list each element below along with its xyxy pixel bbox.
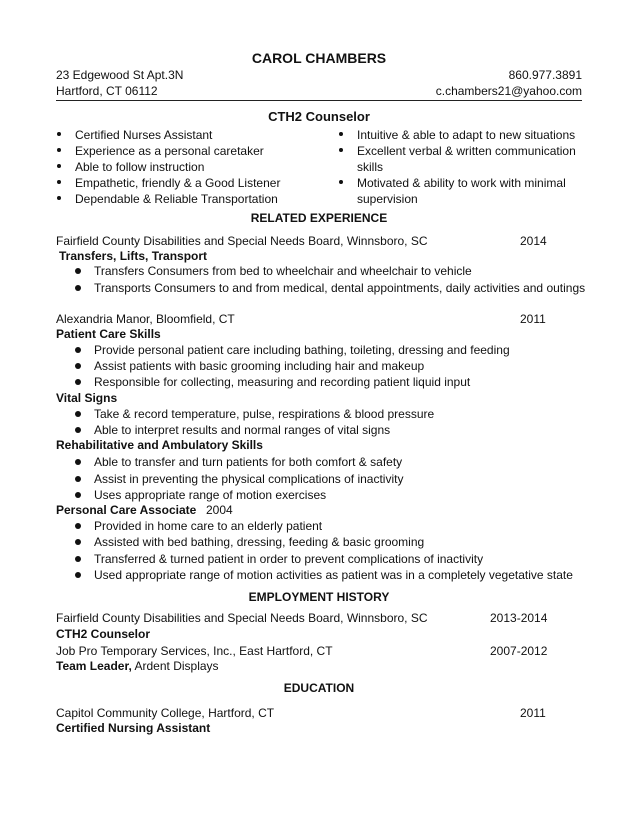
employment-employer: Job Pro Temporary Services, Inc., East Hartford, CT xyxy=(56,644,333,658)
job-duty: Provide personal patient care including bathing, toileting, dressing and feeding xyxy=(94,343,510,357)
skill-item: Motivated & ability to work with minimal xyxy=(357,176,566,190)
job-duty: Able to transfer and turn patients for both comfort & safety xyxy=(94,455,403,469)
employment-years: 2013-2014 xyxy=(490,611,548,625)
bullet-icon xyxy=(75,379,81,385)
job-year: 2004 xyxy=(206,503,233,517)
bullet-icon xyxy=(57,196,61,200)
bullet-icon xyxy=(75,539,81,545)
skill-item: Empathetic, friendly & a Good Listener xyxy=(75,176,281,190)
skill-item: Dependable & Reliable Transportation xyxy=(75,192,278,206)
bullet-icon xyxy=(75,523,81,529)
employment-title xyxy=(56,658,219,674)
objective-title: CTH2 Counselor xyxy=(268,109,370,124)
employment-history-heading: EMPLOYMENT HISTORY xyxy=(248,590,390,604)
job-duty: Take & record temperature, pulse, respirations & blood pressure xyxy=(94,407,435,421)
bullet-icon xyxy=(57,132,61,136)
skill-section-title: Patient Care Skills xyxy=(56,327,161,341)
bullet-icon xyxy=(75,347,81,353)
skill-section-title: Vital Signs xyxy=(56,391,118,405)
address-line-1: 23 Edgewood St Apt.3N xyxy=(56,68,184,82)
skill-item-continued: skills xyxy=(357,160,383,174)
job-duty: Responsible for collecting, measuring and recording patient liquid input xyxy=(94,375,471,389)
bullet-icon xyxy=(75,459,81,465)
bullet-icon xyxy=(75,492,81,498)
bullet-icon xyxy=(75,476,81,482)
address-line-2: Hartford, CT 06112 xyxy=(56,84,158,98)
bullet-icon xyxy=(75,556,81,562)
bullet-icon xyxy=(75,572,81,578)
employment-title-bold: Team Leader, xyxy=(56,659,132,673)
job-duty: Provided in home care to an elderly patient xyxy=(94,519,323,533)
candidate-name: CAROL CHAMBERS xyxy=(251,50,387,66)
job-duty: Transports Consumers to and from medical, dental appointments, daily activities and outings xyxy=(94,281,586,295)
education-heading: EDUCATION xyxy=(283,681,355,695)
bullet-icon xyxy=(57,164,61,168)
job-year: 2011 xyxy=(520,312,546,326)
skill-item: Able to follow instruction xyxy=(75,160,205,174)
bullet-icon xyxy=(57,148,61,152)
skill-item: Intuitive & able to adapt to new situations xyxy=(357,128,576,142)
job-year: 2014 xyxy=(520,234,547,248)
employment-years: 2007-2012 xyxy=(490,644,548,658)
phone-number: 860.977.3891 xyxy=(508,68,582,82)
header-divider xyxy=(56,100,582,101)
bullet-icon xyxy=(339,180,343,184)
bullet-icon xyxy=(75,411,81,417)
bullet-icon xyxy=(75,285,81,291)
education-credential: Certified Nursing Assistant xyxy=(56,721,211,735)
job-duty: Uses appropriate range of motion exercises xyxy=(94,488,327,502)
education-school: Capitol Community College, Hartford, CT xyxy=(56,706,275,720)
skill-item: Certified Nurses Assistant xyxy=(75,128,213,142)
bullet-icon xyxy=(57,180,61,184)
bullet-icon xyxy=(339,148,343,152)
job-title: Personal Care Associate xyxy=(56,503,197,517)
email-address: c.chambers21@yahoo.com xyxy=(435,84,582,98)
job-employer: Alexandria Manor, Bloomfield, CT xyxy=(56,312,235,326)
bullet-icon xyxy=(75,268,81,274)
employment-employer: Fairfield County Disabilities and Special Needs Board, Winnsboro, SC xyxy=(56,611,428,625)
skill-item: Experience as a personal caretaker xyxy=(75,144,264,158)
job-duty: Assist in preventing the physical complications of inactivity xyxy=(94,472,404,486)
skill-section-title: Rehabilitative and Ambulatory Skills xyxy=(56,438,263,452)
job-duty: Used appropriate range of motion activities as patient was in a completely vegetative state xyxy=(94,568,573,582)
employment-title-rest: Ardent Displays xyxy=(131,659,219,673)
job-duty: Transferred & turned patient in order to prevent complications of inactivity xyxy=(94,552,484,566)
employment-title xyxy=(56,626,150,642)
bullet-icon xyxy=(75,363,81,369)
job-duty: Able to interpret results and normal ranges of vital signs xyxy=(94,423,391,437)
skill-item-continued: supervision xyxy=(357,192,418,206)
job-duty: Assisted with bed bathing, dressing, feeding & basic grooming xyxy=(94,535,425,549)
job-role: Transfers, Lifts, Transport xyxy=(59,249,208,263)
job-employer: Fairfield County Disabilities and Special Needs Board, Winnsboro, SC xyxy=(56,234,428,248)
bullet-icon xyxy=(339,132,343,136)
related-experience-heading: RELATED EXPERIENCE xyxy=(250,211,388,225)
job-duty: Transfers Consumers from bed to wheelchair and wheelchair to vehicle xyxy=(94,264,472,278)
employment-title-bold: CTH2 Counselor xyxy=(56,627,151,641)
bullet-icon xyxy=(75,427,81,433)
education-year: 2011 xyxy=(520,706,546,720)
skill-item: Excellent verbal & written communication xyxy=(357,144,576,158)
job-duty: Assist patients with basic grooming including hair and makeup xyxy=(94,359,425,373)
